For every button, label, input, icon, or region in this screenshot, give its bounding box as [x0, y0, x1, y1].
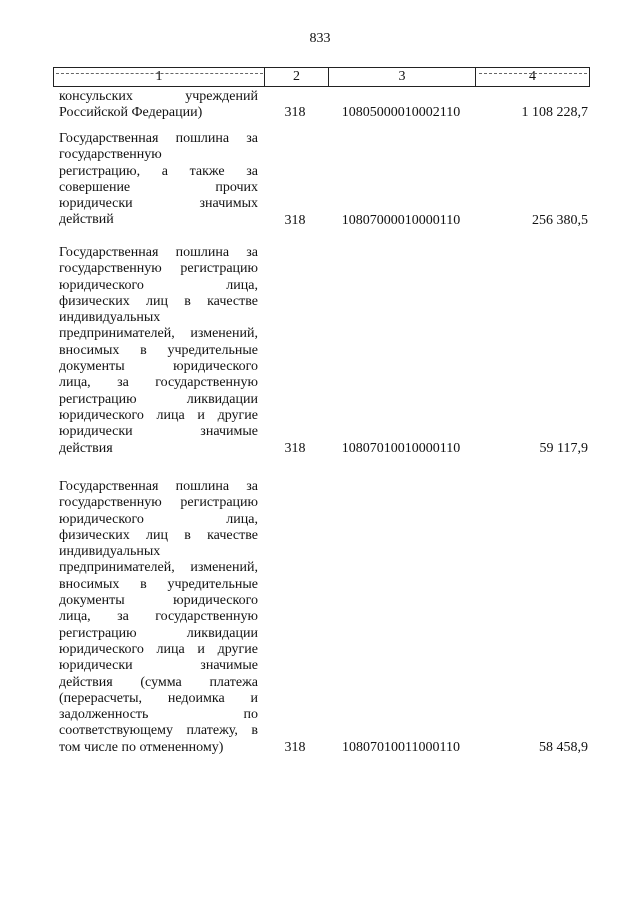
description-line: Российской Федерации)	[59, 105, 203, 121]
description-line: юридического лица и другие	[59, 641, 258, 657]
description-line: соответствующему платежу, в	[59, 723, 258, 739]
description-line: задолженность по	[59, 707, 258, 723]
row-description	[59, 479, 258, 756]
row-description	[59, 89, 258, 122]
row-sum: 256 380,5	[532, 212, 588, 228]
description-line: регистрацию, а также за	[59, 163, 258, 179]
description-line: документы юридического	[59, 593, 258, 609]
description-line: лица, за государственную	[59, 375, 258, 391]
row-description	[59, 131, 258, 229]
description-line: предпринимателей, изменений,	[59, 326, 258, 342]
description-line: юридического лица и другие	[59, 407, 258, 423]
description-line: вносимых в учредительные	[59, 342, 258, 358]
description-line: том числе по отмененному)	[59, 739, 224, 755]
description-line: документы юридического	[59, 359, 258, 375]
row-sum: 1 108 228,7	[521, 105, 588, 121]
description-line: физических лиц в качестве	[59, 527, 258, 543]
description-line: вносимых в учредительные	[59, 576, 258, 592]
description-line: (перерасчеты, недоимка и	[59, 690, 258, 706]
description-line: лица, за государственную	[59, 609, 258, 625]
description-line: действия	[59, 440, 113, 456]
description-line: государственную	[59, 147, 162, 163]
description-line: индивидуальных	[59, 310, 161, 326]
description-line: Государственная пошлина за	[59, 479, 258, 494]
header-col-3: 3	[329, 68, 476, 86]
header-col-1: 1	[54, 68, 265, 86]
description-line: консульских учреждений	[59, 89, 258, 104]
description-line: действий	[59, 212, 114, 228]
description-line: действия (сумма платежа	[59, 674, 258, 690]
row-sum: 59 117,9	[539, 440, 588, 456]
description-line: Государственная пошлина за	[59, 245, 258, 260]
row-kbk: 10807010010000110	[341, 440, 461, 456]
description-line: юридически значимые	[59, 658, 258, 674]
header-col-4: 4	[529, 69, 536, 84]
row-code: 318	[284, 105, 306, 121]
row-kbk: 10807010011000110	[342, 739, 460, 755]
description-line: регистрацию ликвидации	[59, 391, 258, 407]
row-code: 318	[284, 739, 306, 755]
header-col-2: 2	[265, 68, 329, 86]
description-line: индивидуальных	[59, 544, 161, 560]
description-line: физических лиц в качестве	[59, 293, 258, 309]
description-line: юридически значимых	[59, 196, 258, 212]
description-line: государственную регистрацию	[59, 261, 258, 277]
description-line: совершение прочих	[59, 179, 258, 195]
description-line: Государственная пошлина за	[59, 131, 258, 146]
header-dash	[56, 73, 263, 74]
description-line: юридически значимые	[59, 424, 258, 440]
row-sum: 58 458,9	[539, 739, 588, 755]
table-header	[53, 67, 590, 87]
page-number: 833	[309, 31, 331, 46]
description-line: предпринимателей, изменений,	[59, 560, 258, 576]
description-line: государственную регистрацию	[59, 495, 258, 511]
header-dash	[479, 73, 587, 74]
row-kbk: 10807000010000110	[341, 212, 461, 228]
row-code: 318	[284, 440, 306, 456]
description-line: юридического лица,	[59, 511, 258, 527]
description-line: регистрацию ликвидации	[59, 625, 258, 641]
row-description	[59, 245, 258, 457]
row-code: 318	[284, 212, 306, 228]
description-line: юридического лица,	[59, 277, 258, 293]
row-kbk: 10805000010002110	[341, 105, 461, 121]
